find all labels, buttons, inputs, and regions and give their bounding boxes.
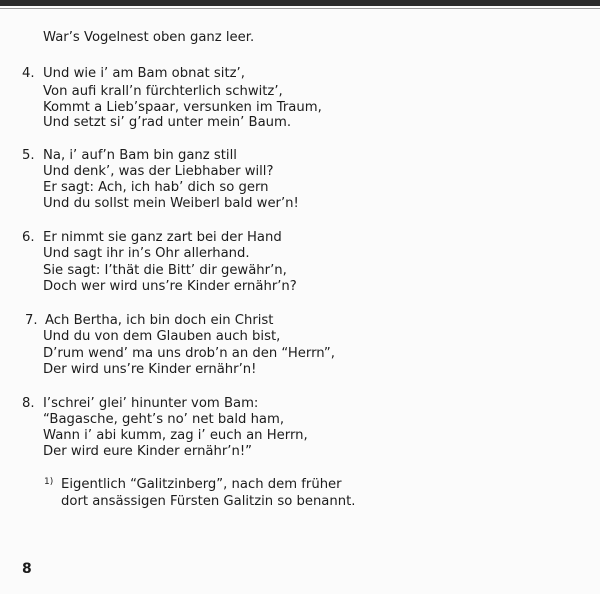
page-number: 8: [22, 561, 32, 577]
verse-line: Und wie i’ am Bam obnat sitz’,: [43, 66, 245, 81]
verse-line: Und setzt si’ g’rad unter mein’ Baum.: [43, 115, 292, 130]
verse-number: 6.: [22, 230, 35, 245]
verse-number: 4.: [22, 66, 35, 81]
footnote-line: Eigentlich “Galitzinberg”, nach dem früher: [61, 477, 342, 492]
verse-line: Der wird eure Kinder ernähr’n!”: [43, 444, 252, 459]
verse-line: Und denk’, was der Liebhaber will?: [43, 164, 274, 179]
verse-line: D’rum wend’ ma uns drob’n an den “Herrn”,: [43, 346, 335, 361]
verse-line: Kommt a Lieb’spaar, versunken im Traum,: [43, 100, 322, 115]
verse-number: 8.: [22, 396, 35, 411]
verse-line: Er nimmt sie ganz zart bei der Hand: [43, 230, 282, 245]
verse-line: Doch wer wird uns’re Kinder ernähr’n?: [43, 279, 297, 294]
verse-line: Ach Bertha, ich bin doch ein Christ: [45, 313, 274, 328]
verse-line: Sie sagt: I’thät die Bitt’ dir gewähr’n,: [43, 263, 287, 278]
verse-line: Na, i’ auf’n Bam bin ganz still: [43, 148, 237, 163]
footnote-marker: 1): [44, 477, 54, 487]
verse-number: 7.: [25, 313, 38, 328]
verse-line: I’schrei’ glei’ hinunter vom Bam:: [43, 396, 259, 411]
verse-line: Und du von dem Glauben auch bist,: [43, 329, 281, 344]
verse-number: 5.: [22, 148, 35, 163]
verse-line: Von aufi krall’n fürchterlich schwitz’,: [43, 84, 283, 99]
verse-line: “Bagasche, geht’s no’ net bald ham,: [43, 412, 285, 427]
verse-line: Der wird uns’re Kinder ernähr’n!: [43, 362, 257, 377]
verse-line: Wann i’ abi kumm, zag i’ euch an Herrn,: [43, 428, 308, 443]
verse-line: Und du sollst mein Weiberl bald wer’n!: [43, 196, 299, 211]
verse-line: Und sagt ihr in’s Ohr allerhand.: [43, 246, 250, 261]
verse-line: Er sagt: Ach, ich hab’ dich so gern: [43, 180, 269, 195]
footnote-line: dort ansässigen Fürsten Galitzin so benannt.: [61, 494, 356, 509]
intro-line: War’s Vogelnest oben ganz leer.: [43, 30, 255, 45]
